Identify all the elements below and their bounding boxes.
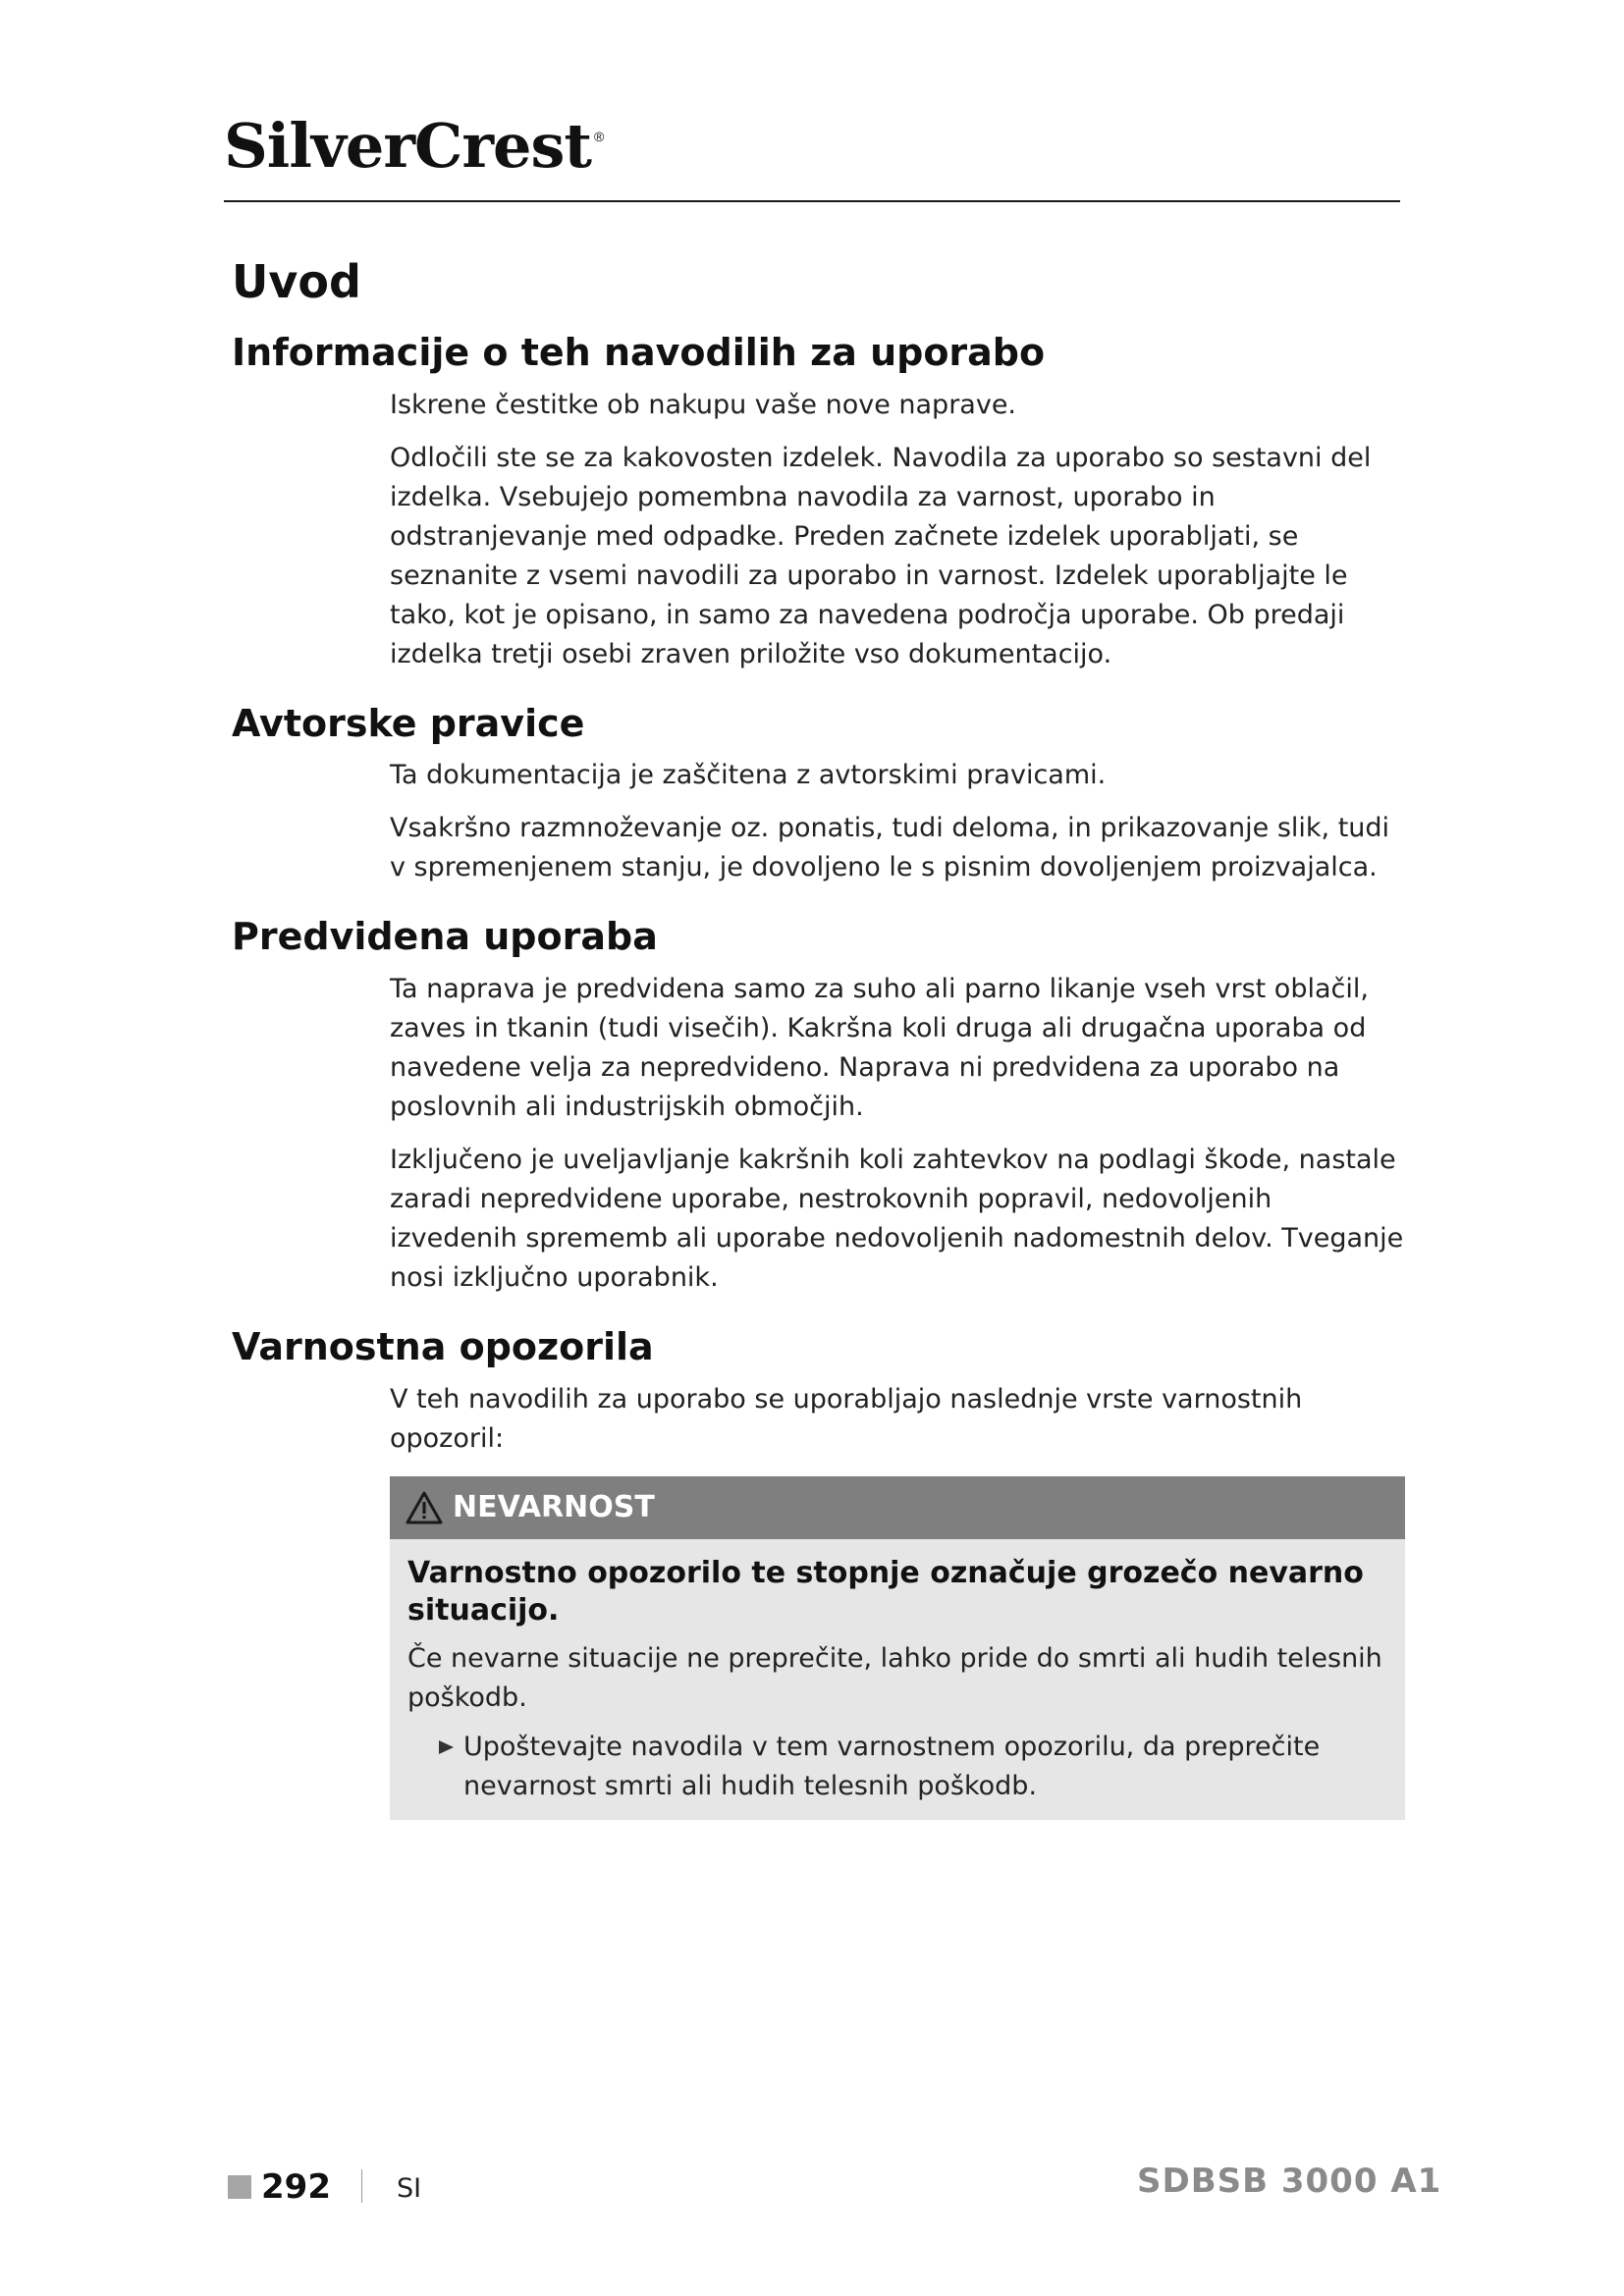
page-title: Uvod (232, 255, 361, 308)
section-heading-safety: Varnostna opozorila (232, 1324, 654, 1368)
warning-text: Če nevarne situacije ne preprečite, lahko pride do smrti ali hudih telesnih poškodb. (407, 1642, 1382, 1713)
paragraph: Ta naprava je predvidena samo za suho ali parno likanje vseh vrst oblačil, zaves in tkanin (tudi visečih). Kakršna koli druga ali drugačna uporaba od navedene velja za nepredvideno. Naprava ni predvidena za uporabo na poslovnih ali industrijskih območjih. (390, 973, 1369, 1122)
warning-headline: Varnostno opozorilo te stopnje označuje grozečo nevarno situacijo. (407, 1555, 1364, 1628)
section-body-safety (390, 1380, 1407, 1820)
warning-label: NEVARNOST (453, 1490, 655, 1525)
section-body-intended-use (390, 970, 1407, 1298)
section-heading-copyright: Avtorske pravice (232, 701, 585, 745)
footer-square-icon (228, 2175, 251, 2199)
paragraph: Odločili ste se za kakovosten izdelek. Navodila za uporabo so sestavni del izdelka. Vsebujejo pomembna navodila za varnost, uporabo in odstranjevanje med odpadke. Preden začnete izdelek uporabljati, se seznanite z vsemi navodili za uporabo in varnost. Izdelek uporabljajte le tako, kot je opisano, in samo za navedena področja uporabe. Ob predaji izdelka tretji osebi zraven priložite vso dokumentacijo. (390, 442, 1372, 669)
brand-name: SilverCrest (224, 110, 592, 182)
footer-separator (361, 2169, 362, 2203)
header-divider (224, 200, 1400, 202)
paragraph: Vsakršno razmnoževanje oz. ponatis, tudi deloma, in prikazovanje slik, tudi v spremenjenem stanju, je dovoljeno le s pisnim dovoljenjem proizvajalca. (390, 813, 1390, 883)
registered-mark: ® (594, 129, 604, 144)
main-content (232, 241, 1404, 1820)
warning-bullet (439, 1728, 1405, 1806)
danger-warning-box (390, 1476, 1405, 1820)
warning-bullet-text: Upoštevajte navodila v tem varnostnem opozorilu, da preprečite nevarnost smrti ali hudih telesnih poškodb. (463, 1731, 1321, 1801)
warning-body (390, 1539, 1405, 1820)
footer-model: SDBSB 3000 A1 (1137, 2162, 1442, 2201)
section-body-copyright (390, 756, 1407, 887)
warning-triangle-icon (406, 1491, 443, 1524)
paragraph: V teh navodilih za uporabo se uporabljajo naslednje vrste varnostnih opozoril: (390, 1383, 1303, 1454)
warning-header (390, 1476, 1405, 1539)
brand-logo (224, 110, 604, 182)
section-heading-info: Informacije o teh navodilih za uporabo (232, 331, 1046, 375)
footer-language: SI (397, 2173, 422, 2204)
page-number: 292 (261, 2167, 331, 2207)
section-heading-intended-use: Predvidena uporaba (232, 915, 658, 959)
paragraph: Iskrene čestitke ob nakupu vaše nove naprave. (390, 389, 1017, 420)
paragraph: Ta dokumentacija je zaščitena z avtorskimi pravicami. (390, 760, 1107, 791)
section-body-info (390, 386, 1407, 674)
paragraph: Izključeno je uveljavljanje kakršnih koli zahtevkov na podlagi škode, nastale zaradi nepredvidene uporabe, nestrokovnih popravil, nedovoljenih izvedenih sprememb ali uporabe nedovoljenih nadomestnih delov. Tveganje nosi izključno uporabnik. (390, 1144, 1404, 1293)
bullet-arrow-icon (439, 1740, 454, 1754)
